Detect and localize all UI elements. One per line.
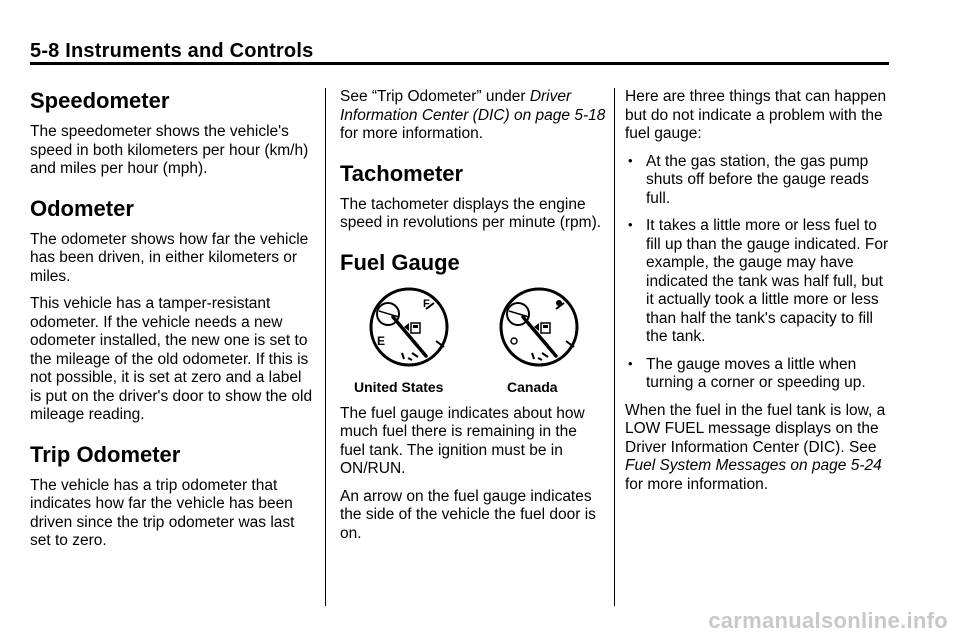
trip-odometer-text: The vehicle has a trip odometer that indicates how far the vehicle has been driven since the trip odometer was last set to zero. [30, 476, 295, 549]
see-prefix: See “Trip Odometer” under [340, 88, 526, 105]
trip-odometer-heading: Trip Odometer [30, 441, 181, 467]
speedometer-text: The speedometer shows the vehicle's speed in both kilometers per hour (km/h) and miles per hour (mph). [30, 123, 309, 177]
odometer-text-1: The odometer shows how far the vehicle has been driven, in either kilometers or miles. [30, 230, 309, 285]
odometer-heading: Odometer [30, 195, 134, 221]
column-divider-1 [325, 88, 326, 606]
list-item [625, 356, 893, 393]
see-trip-odometer [340, 88, 606, 144]
bullet-icon: • [628, 217, 633, 232]
see-prefix: See [848, 438, 877, 456]
caption-canada: Canada [507, 378, 558, 395]
fuel-gauge-heading: Fuel Gauge [340, 249, 460, 275]
low-fuel-text [625, 402, 893, 495]
column-divider-2 [614, 88, 615, 606]
dic-link[interactable]: Driver Information Center (DIC) on page 5-18 [340, 88, 606, 124]
caption-united-states: United States [354, 378, 444, 395]
bullet-icon: • [628, 152, 633, 168]
empty-mark-label: E [377, 333, 386, 348]
see-suffix: for more information. [340, 125, 483, 142]
list-item-text: The gauge moves a little when turning a corner or speeding up. [646, 355, 866, 391]
see-suffix: for more information. [625, 475, 768, 493]
full-mark-label: F [423, 297, 430, 310]
bullet-icon: • [628, 355, 633, 371]
fuel-gauge-illustration [340, 285, 606, 397]
page-header: 5-8 Instruments and Controls [30, 40, 314, 62]
speedometer-heading: Speedometer [30, 88, 170, 113]
fuel-gauge-issues-list [625, 153, 893, 393]
tachometer-heading: Tachometer [340, 160, 464, 186]
list-item [625, 153, 893, 209]
list-item-text: At the gas station, the gas pump shuts off before the gauge reads full. [646, 152, 869, 207]
column-1 [30, 88, 316, 560]
list-item [625, 217, 893, 347]
column-2 [340, 88, 606, 552]
header-rule [30, 62, 889, 65]
us-fuel-gauge-icon [360, 285, 460, 371]
odometer-text-2: This vehicle has a tamper-resistant odometer. If the vehicle needs a new odometer installed, the new one is set to the mileage of the old odometer. If this is not possible, it is set at zero and a label is put on the driver's door to show the old mileage reading. [30, 295, 313, 423]
fuel-gauge-intro: Here are three things that can happen but do not indicate a problem with the fuel gauge: [625, 88, 887, 142]
column-3 [625, 88, 893, 503]
fuel-gauge-text-1: The fuel gauge indicates about how much fuel there is remaining in the fuel tank. The ignition must be in ON/RUN. [340, 404, 585, 477]
fuel-system-messages-link[interactable]: Fuel System Messages on page 5-24 [625, 457, 882, 474]
tachometer-text: The tachometer displays the engine speed in revolutions per minute (rpm). [340, 195, 602, 231]
list-item-text: It takes a little more or less fuel to fill up than the gauge indicated. For example, the gauge may have indicated the tank was half full, but it actually took a little more or less than half the tank's capacity to fill the tank. [646, 217, 889, 345]
low-fuel-message: When the fuel in the fuel tank is low, a LOW FUEL message displays on the Driver Information Center (DIC). [625, 401, 886, 456]
canada-fuel-gauge-icon [490, 285, 590, 371]
watermark: carmanualsonline.info [708, 608, 948, 633]
fuel-gauge-text-2: An arrow on the fuel gauge indicates the side of the vehicle the fuel door is on. [340, 487, 596, 542]
